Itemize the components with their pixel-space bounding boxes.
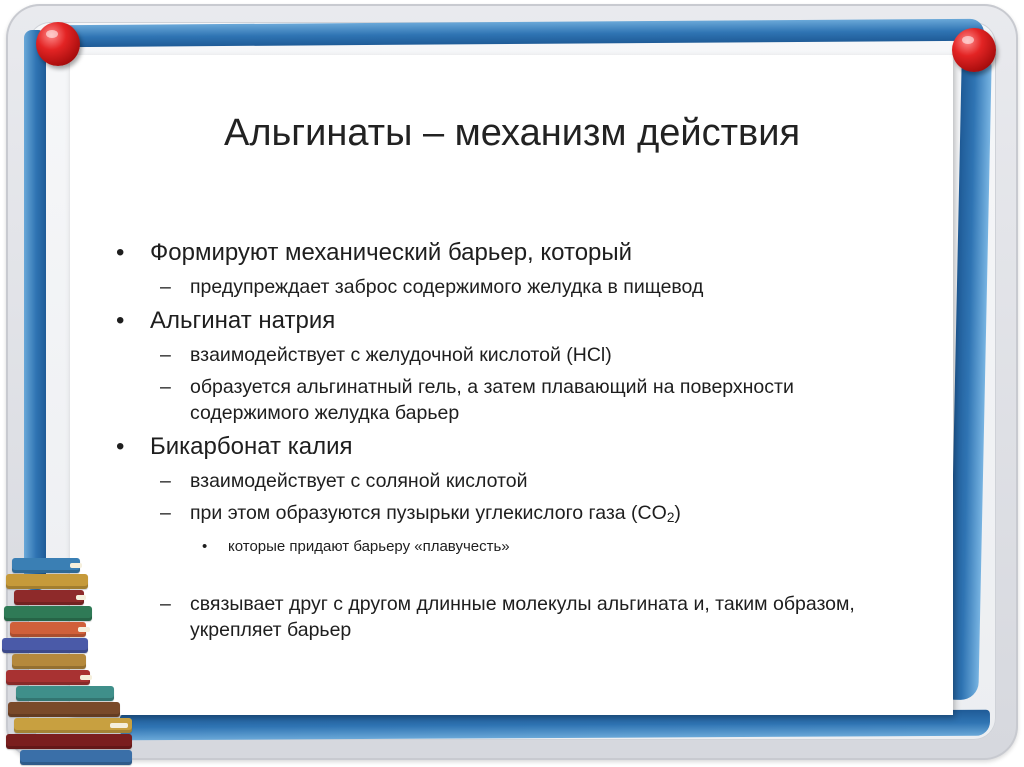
slide-title: Альгинаты – механизм действия [223, 112, 801, 154]
list-item [112, 306, 912, 336]
bullet-icon: • [116, 433, 125, 460]
list-item-text: Бикарбонат калия [150, 433, 353, 460]
list-item-text: образуется альгинатный гель, а затем плавающий на поверхности содержимого желудка барьер [190, 376, 794, 424]
list-item [112, 274, 912, 300]
slide-content [112, 238, 912, 649]
list-item [112, 238, 912, 268]
co2-subscript: 2 [666, 510, 675, 525]
list-item [112, 342, 912, 368]
dash-icon: – [160, 376, 171, 398]
pushpin-icon [952, 28, 996, 72]
list-item-text: взаимодействует с соляной кислотой [190, 470, 528, 492]
list-item [112, 591, 910, 643]
dash-icon: – [160, 502, 171, 524]
bullet-icon: • [116, 307, 125, 334]
list-item-text [190, 502, 681, 524]
list-item [112, 468, 912, 494]
list-item [112, 537, 912, 557]
list-item-text: связывает друг с другом длинные молекулы альгината и, таким образом, укрепляет барьер [190, 593, 855, 641]
pushpin-icon [36, 22, 80, 66]
bullet-icon: • [116, 239, 125, 266]
list-item [112, 374, 910, 426]
dash-icon: – [160, 344, 171, 366]
list-item-text: предупреждает заброс содержимого желудка в пищевод [190, 276, 704, 298]
dash-icon: – [160, 470, 171, 492]
dash-icon: – [160, 593, 171, 615]
list-item-text: Альгинат натрия [150, 307, 336, 334]
co2-text-before: при этом образуются пузырьки углекислого газа (CO [190, 502, 667, 524]
co2-text-after: ) [674, 502, 681, 524]
bullet-icon: • [202, 538, 208, 555]
list-item-text: взаимодействует с желудочной кислотой (HCl) [190, 344, 612, 366]
list-item [112, 432, 912, 462]
list-item [112, 500, 912, 531]
dash-icon: – [160, 276, 171, 298]
list-item-text: которые придают барьеру «плавучесть» [228, 538, 510, 555]
list-item-text: Формируют механический барьер, который [150, 239, 633, 266]
